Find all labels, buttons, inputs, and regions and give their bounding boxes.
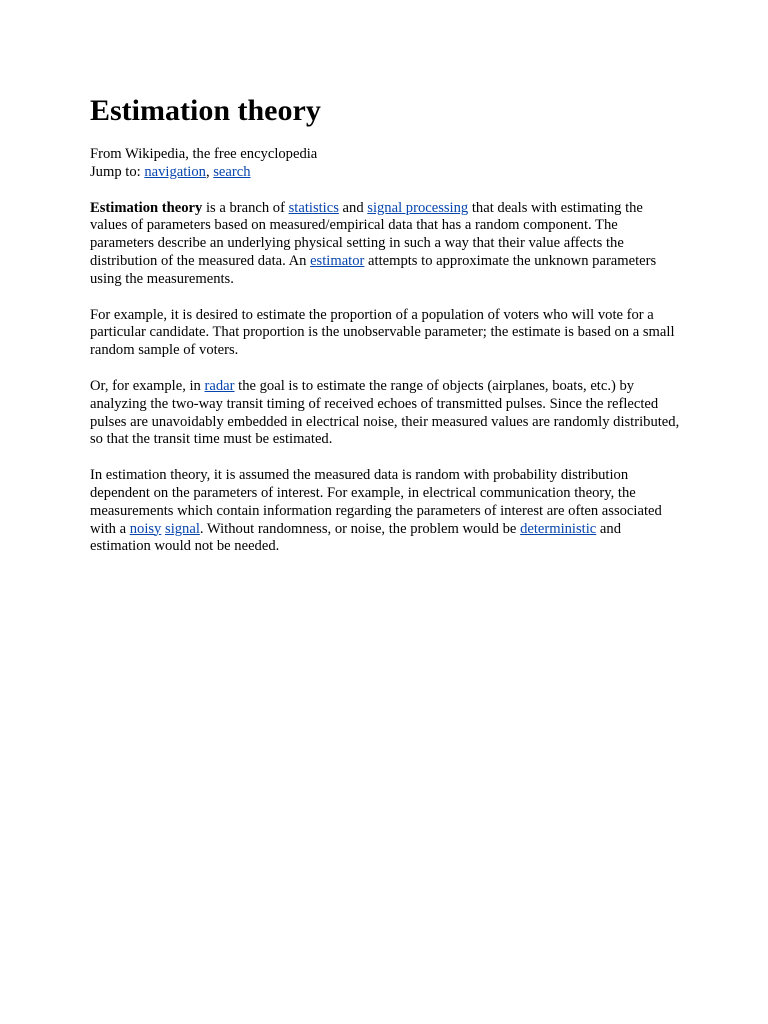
- text-span: and estimation would not be needed.: [90, 520, 621, 555]
- paragraph-4: [90, 467, 680, 556]
- text-span: Or, for example, in: [90, 377, 205, 394]
- paragraph-3: [90, 378, 680, 449]
- text-span: In estimation theory, it is assumed the measured data is random with probability distribution dependent on the parameters of interest. For example, in electrical communication theory, the measurements which contain information regarding the parameters of interest are often associated with a: [90, 467, 662, 537]
- paragraph-2: For example, it is desired to estimate the proportion of a population of voters who will vote for a particular candidate. That proportion is the unobservable parameter; the estimate is based on a small random sample of voters.: [90, 306, 675, 359]
- signal-processing-link[interactable]: signal processing: [367, 199, 469, 216]
- statistics-link[interactable]: statistics: [288, 199, 339, 216]
- jump-links: [90, 164, 680, 182]
- site-sub: From Wikipedia, the free encyclopedia: [90, 146, 318, 162]
- search-link[interactable]: search: [213, 163, 251, 180]
- page-title: Estimation theory: [90, 94, 321, 127]
- text-span: attempts to approximate the unknown parameters using the measurements.: [90, 252, 657, 287]
- article-meta: [90, 146, 680, 182]
- text-span: . Without randomness, or noise, the problem would be: [199, 520, 521, 537]
- text-span: and: [338, 199, 368, 216]
- text-span: is a branch of: [202, 199, 289, 216]
- navigation-link[interactable]: navigation: [144, 163, 206, 180]
- text-span: the goal is to estimate the range of objects (airplanes, boats, etc.) by analyzing the two-way transit timing of received echoes of transmitted pulses. Since the reflected pulses are unavoidably embedded in electrical noise, their measured values are randomly distributed, so that the transit time must be estimated.: [90, 377, 680, 448]
- estimator-link[interactable]: estimator: [310, 252, 365, 269]
- signal-link[interactable]: signal: [165, 520, 200, 537]
- jump-sep: ,: [205, 163, 214, 180]
- text-span: that deals with estimating the values of parameters based on measured/empirical data that has a random component. The parameters describe an underlying physical setting in such a way that their value affects the distribution of the measured data. An: [90, 199, 643, 269]
- radar-link[interactable]: radar: [204, 377, 235, 394]
- term-bold: Estimation theory: [90, 199, 203, 216]
- article: [90, 92, 680, 556]
- jump-to-label: Jump to:: [90, 163, 145, 180]
- deterministic-link[interactable]: deterministic: [520, 520, 597, 537]
- noisy-link[interactable]: noisy: [129, 520, 162, 537]
- paragraph-1: [90, 200, 680, 289]
